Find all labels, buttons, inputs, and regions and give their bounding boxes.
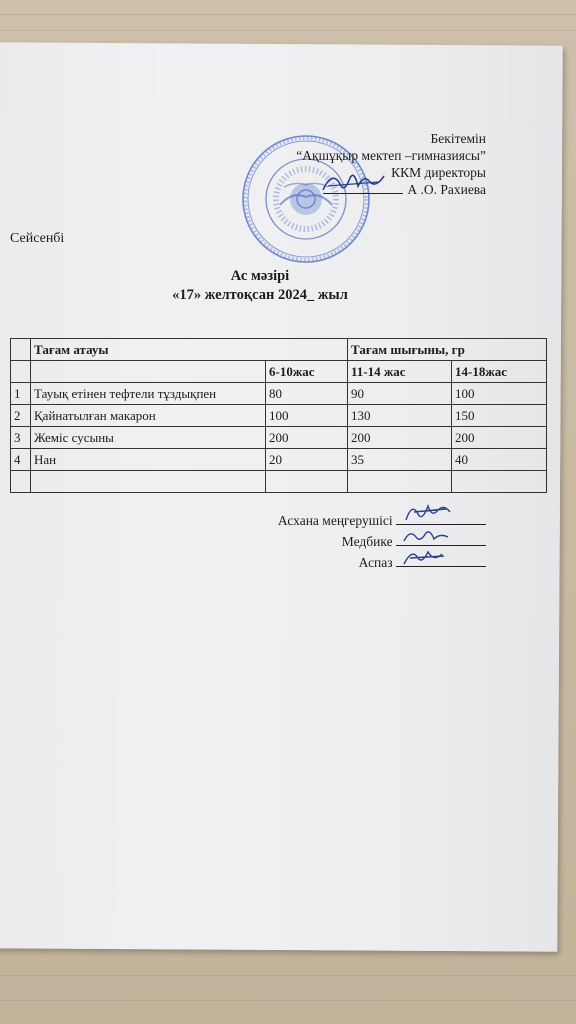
portion-14-18: 40 — [452, 449, 547, 471]
portion-6-10: 80 — [266, 383, 348, 405]
dish-name: Нан — [31, 449, 266, 471]
portion-6-10: 100 — [266, 405, 348, 427]
dish-name: Жеміс сусыны — [31, 427, 266, 449]
cook-signature — [400, 546, 460, 568]
header-yield: Тағам шығыны, гр — [348, 339, 547, 361]
table-row — [11, 383, 547, 405]
table-row — [11, 405, 547, 427]
portion-14-18: 200 — [452, 427, 547, 449]
table-row — [11, 449, 547, 471]
nurse-signature — [400, 525, 460, 547]
signature-line — [396, 531, 486, 546]
director-position: ККМ директоры — [391, 165, 486, 180]
menu-table — [10, 338, 547, 493]
portion-6-10: 200 — [266, 427, 348, 449]
portion-14-18: 100 — [452, 383, 547, 405]
approval-title: Бекітемін — [430, 131, 486, 146]
signature-underline — [323, 193, 403, 194]
portion-6-10: 20 — [266, 449, 348, 471]
signature-line — [396, 510, 486, 525]
kitchen-head-signature — [400, 500, 460, 526]
school-name: “Ақшұқыр мектеп –гимназиясы” — [296, 148, 486, 163]
portion-11-14: 90 — [348, 383, 452, 405]
staff-signatures — [278, 510, 486, 573]
portion-14-18: 150 — [452, 405, 547, 427]
age-group: 6-10жас — [266, 361, 348, 383]
kitchen-head-label: Асхана меңгерушісі — [277, 513, 393, 528]
table-row — [11, 427, 547, 449]
empty-table-row — [11, 471, 547, 493]
director-signature-line — [296, 181, 486, 198]
dish-name: Қайнатылған макарон — [31, 405, 266, 427]
row-number: 3 — [11, 427, 31, 449]
row-number: 4 — [11, 449, 31, 471]
menu-title: Ас мәзірі — [230, 268, 290, 284]
row-number: 1 — [11, 383, 31, 405]
portion-11-14: 130 — [348, 405, 452, 427]
header-dish: Тағам атауы — [31, 339, 348, 361]
age-group: 11-14 жас — [348, 361, 452, 383]
portion-11-14: 200 — [348, 427, 452, 449]
dish-name: Тауық етінен тефтели тұздықпен — [31, 383, 266, 405]
portion-11-14: 35 — [348, 449, 452, 471]
cook-line — [278, 552, 486, 573]
row-number: 2 — [11, 405, 31, 427]
nurse-label: Медбике — [341, 534, 393, 549]
weekday: Сейсенбі — [10, 231, 65, 246]
table-age-row — [11, 361, 547, 383]
approval-block — [296, 130, 486, 198]
signature-line — [396, 552, 486, 567]
table-header-row — [11, 339, 547, 361]
menu-date: «17» желтоқсан 2024_ жыл — [172, 287, 348, 303]
director-name: А .О. Рахиева — [407, 182, 486, 197]
age-group: 14-18жас — [452, 361, 547, 383]
cook-label: Аспаз — [358, 555, 393, 570]
